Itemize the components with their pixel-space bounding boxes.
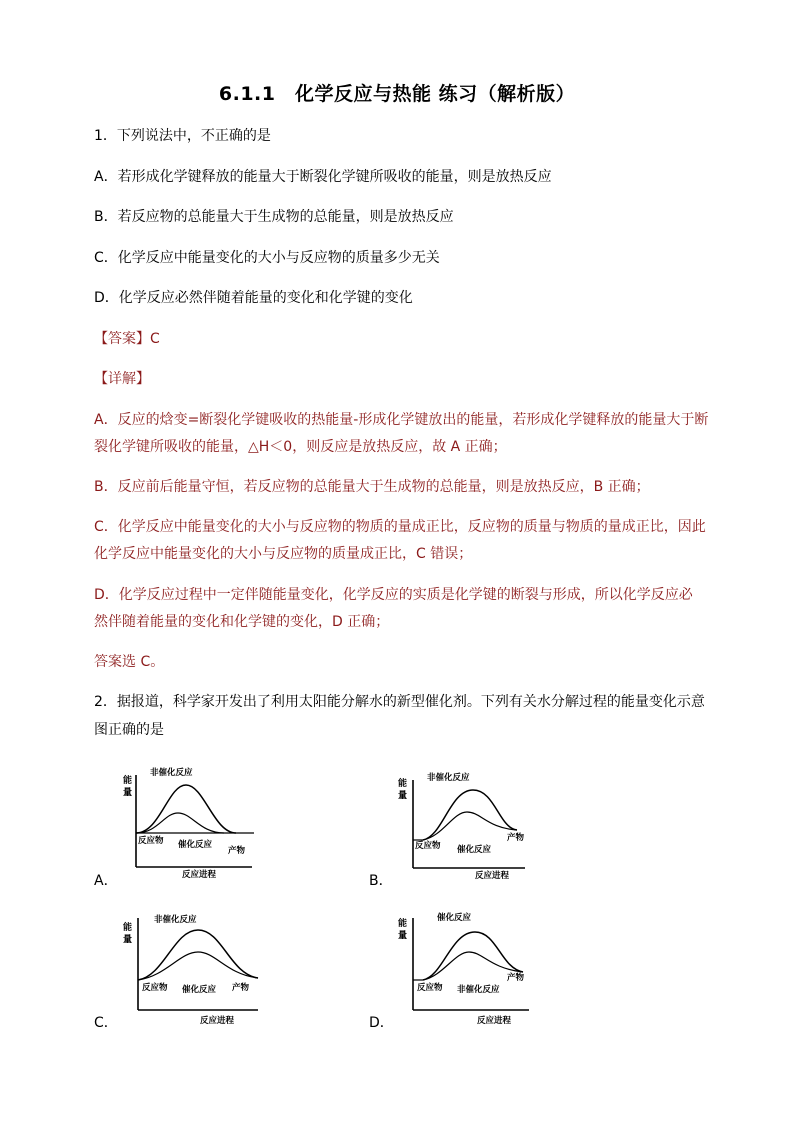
q2-option-b-label: B．: [369, 873, 393, 889]
q1-exp-b: B．反应前后能量守恒，若反应物的总能量大于生成物的总能量，则是放热反应，B 正确；: [94, 479, 650, 495]
q1-option-c: C．化学反应中能量变化的大小与反应物的质量多少无关: [94, 250, 440, 266]
q1-option-d: D．化学反应必然伴随着能量的变化和化学键的变化: [94, 290, 413, 306]
diagram-a: [120, 765, 270, 880]
ylabel-2: 量: [123, 788, 133, 798]
ylabel-1: 能: [123, 923, 133, 933]
diagram-d: [395, 910, 545, 1025]
diagram-c: [120, 910, 270, 1025]
noncat-label: 非催化反应: [427, 773, 470, 783]
ylabel-1: 能: [123, 776, 133, 786]
xlabel: 反应进程: [200, 1016, 235, 1025]
q1-option-b: B．若反应物的总能量大于生成物的总能量，则是放热反应: [94, 209, 454, 225]
ylabel-2: 量: [398, 931, 408, 941]
q1-detail-label: 【详解】: [94, 371, 150, 387]
catalytic-curve: [423, 812, 517, 840]
page-title: 6.1.1 化学反应与热能 练习（解析版）: [218, 83, 576, 105]
ylabel-1: 能: [398, 779, 408, 789]
ylabel-1: 能: [398, 919, 408, 929]
product-label: 产物: [228, 846, 246, 856]
cat-label: 催化反应: [457, 845, 492, 855]
q1-exp-c-line1: C．化学反应中能量变化的大小与反应物的物质的量成正比，反应物的质量与物质的量成正比，因此: [94, 519, 706, 535]
diagram-b: [395, 770, 545, 882]
reactant-label: 反应物: [138, 836, 164, 846]
q1-answer: 【答案】C: [94, 331, 160, 347]
ylabel-2: 量: [398, 791, 408, 801]
q1-option-a: A．若形成化学键释放的能量大于断裂化学键所吸收的能量，则是放热反应: [94, 169, 552, 185]
ylabel-2: 量: [123, 935, 133, 945]
reactant-label: 反应物: [415, 841, 441, 851]
reactant-label: 反应物: [417, 983, 443, 993]
xlabel: 反应进程: [475, 871, 510, 881]
product-label: 产物: [232, 983, 250, 993]
noncat-label: 非催化反应: [457, 985, 500, 995]
reactant-label: 反应物: [142, 983, 168, 993]
q2-stem-line2: 图正确的是: [94, 722, 164, 738]
noncat-label: 非催化反应: [154, 915, 197, 925]
non-catalytic-curve: [423, 790, 517, 840]
cat-label: 催化反应: [178, 840, 213, 850]
q1-exp-d-line2: 然伴随着能量的变化和化学键的变化，D 正确；: [94, 614, 390, 630]
xlabel: 反应进程: [182, 870, 217, 880]
cat-label: 催化反应: [437, 913, 472, 923]
catalytic-curve: [136, 813, 224, 833]
non-catalytic-curve: [136, 785, 236, 833]
product-label: 产物: [507, 833, 525, 843]
q1-exp-d-line1: D．化学反应过程中一定伴随能量变化，化学反应的实质是化学键的断裂与形成，所以化学反应必: [94, 587, 693, 603]
q1-stem: 1．下列说法中，不正确的是: [94, 128, 271, 144]
q1-exp-c-line2: 化学反应中能量变化的大小与反应物的质量成正比，C 错误；: [94, 546, 473, 562]
product-label: 产物: [507, 973, 525, 983]
q1-exp-a-line1: A．反应的焓变=断裂化学键吸收的热能量-形成化学键放出的能量，若形成化学键释放的能量大于断: [94, 412, 709, 428]
q1-final-answer: 答案选 C。: [94, 654, 165, 670]
q2-option-c-label: C．: [94, 1015, 118, 1031]
q2-option-a-label: A．: [94, 873, 118, 889]
catalytic-curve: [138, 952, 258, 980]
q2-option-d-label: D．: [369, 1015, 394, 1031]
cat-label: 催化反应: [182, 985, 217, 995]
noncat-label: 非催化反应: [150, 768, 193, 778]
q2-stem-line1: 2．据报道，科学家开发出了利用太阳能分解水的新型催化剂。下列有关水分解过程的能量变化示意: [94, 694, 705, 710]
q1-exp-a-line2: 裂化学键所吸收的能量，△H＜0，则反应是放热反应，故 A 正确；: [94, 439, 507, 455]
non-catalytic-curve: [138, 930, 258, 980]
xlabel: 反应进程: [477, 1016, 512, 1025]
